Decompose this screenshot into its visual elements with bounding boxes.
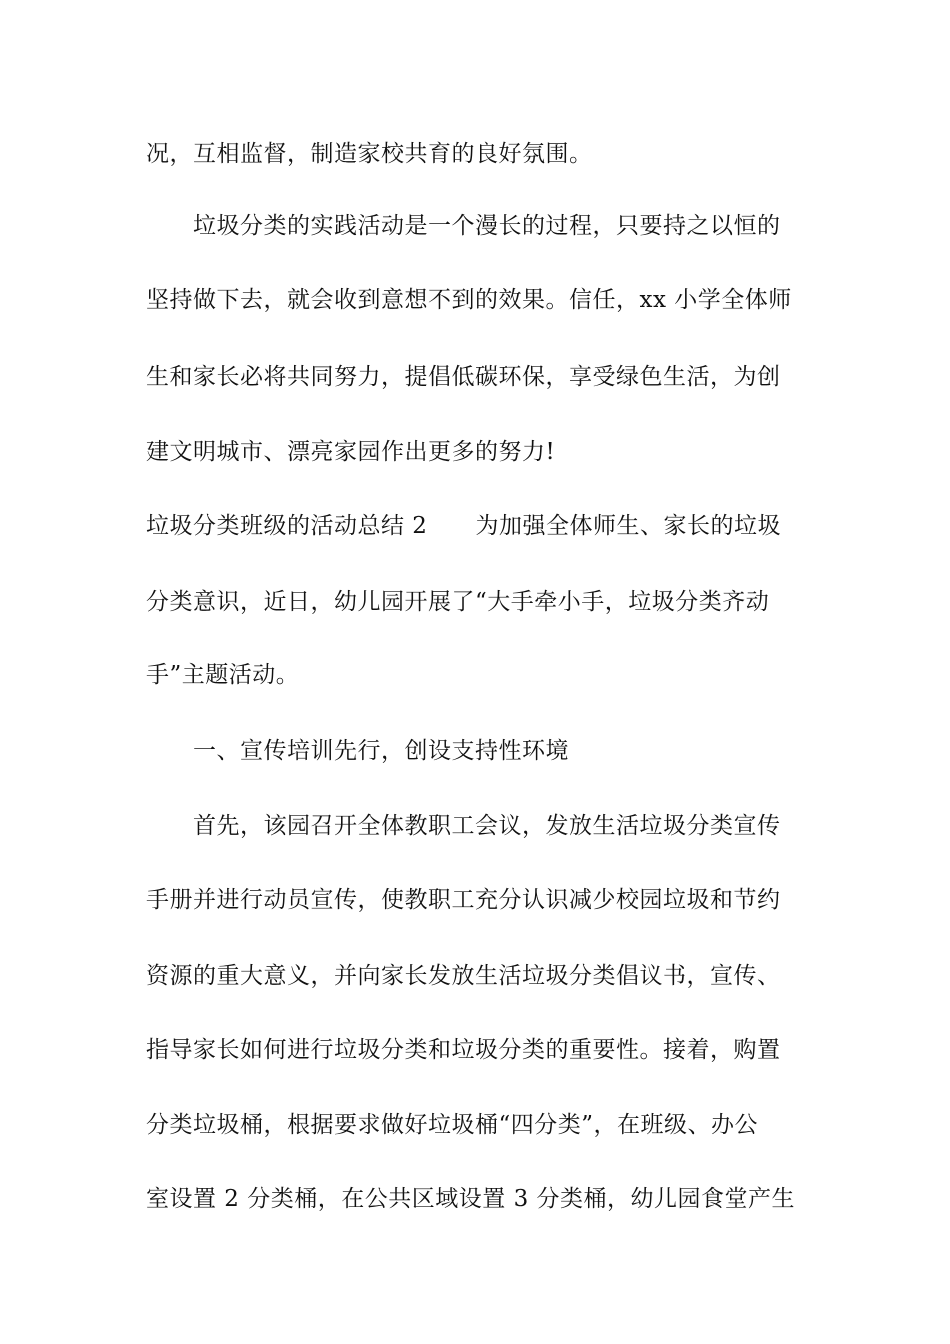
section-title: 垃圾分类班级的活动总结 2 <box>146 513 428 539</box>
text-line-2: 垃圾分类的实践活动是一个漫长的过程，只要持之以恒的 <box>193 213 781 239</box>
text-line-11: 指导家长如何进行垃圾分类和垃圾分类的重要性。接着，购置 <box>146 1037 781 1063</box>
text-line-9: 手册并进行动员宣传，使教职工充分认识减少校园垃圾和节约 <box>146 887 781 913</box>
subheading-line: 一、宣传培训先行，创设支持性环境 <box>193 738 569 764</box>
text-line-4: 生和家长必将共同努力，提倡低碳环保，享受绿色生活，为创 <box>146 364 781 390</box>
text-line-5: 建文明城市、漂亮家园作出更多的努力! <box>146 439 556 465</box>
text-line-1: 况，互相监督，制造家校共育的良好氛围。 <box>146 141 593 167</box>
text-line-13: 室设置 2 分类桶，在公共区域设置 3 分类桶，幼儿园食堂产生 <box>146 1186 796 1212</box>
text-line-8: 首先，该园召开全体教职工会议，发放生活垃圾分类宣传 <box>193 813 781 839</box>
section-heading-line <box>146 511 781 541</box>
text-line-12: 分类垃圾桶，根据要求做好垃圾桶“四分类”，在班级、办公 <box>146 1112 759 1138</box>
section-title-continuation: 为加强全体师生、家长的垃圾 <box>475 513 781 539</box>
text-line-10: 资源的重大意义，并向家长发放生活垃圾分类倡议书，宣传、 <box>146 963 781 989</box>
text-line-7: 手”主题活动。 <box>146 662 300 688</box>
text-line-3: 坚持做下去，就会收到意想不到的效果。信任，xx 小学全体师 <box>146 287 792 313</box>
text-line-6: 分类意识，近日，幼儿园开展了“大手牵小手，垃圾分类齐动 <box>146 589 770 615</box>
